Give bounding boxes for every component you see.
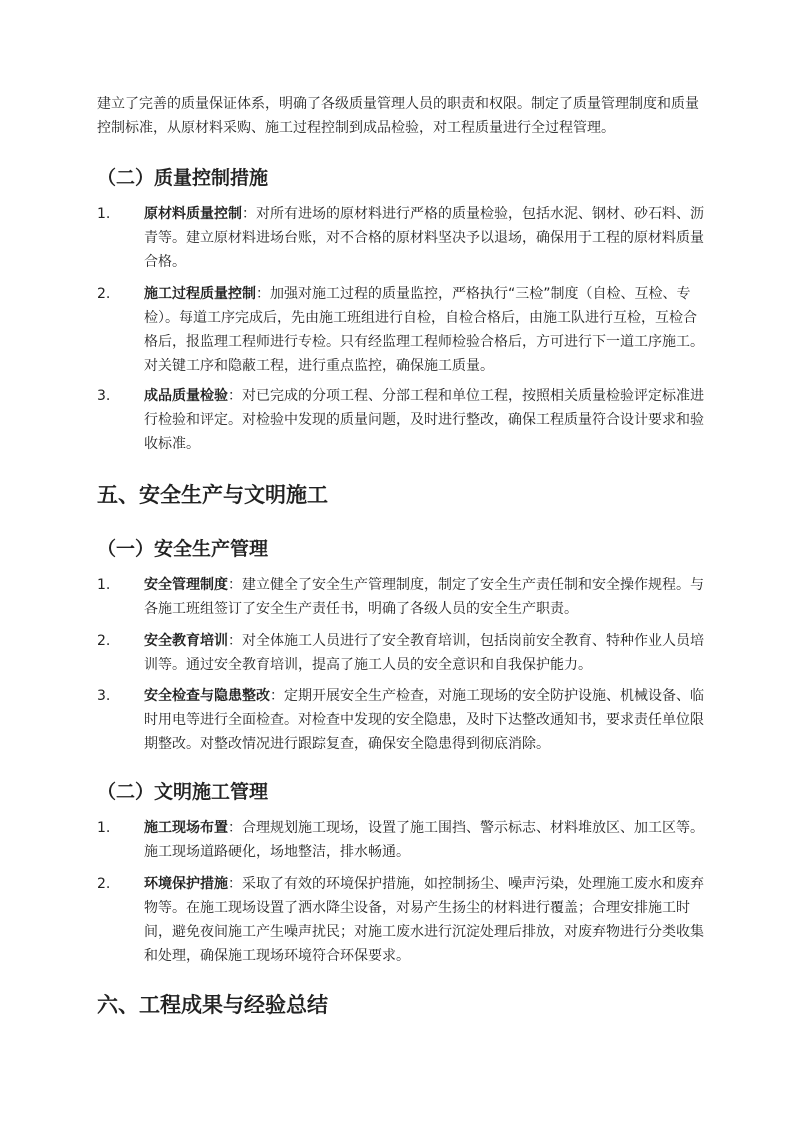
list-item: 3. 安全检查与隐患整改：定期开展安全生产检查，对施工现场的安全防护设施、机械设备、临时用电等进行全面检查。对检查中发现的安全隐患，及时下达整改通知书，要求责任单位限期整改。对整改情况进行跟踪复查，确保安全隐患得到彻底消除。	[97, 684, 707, 756]
item-label: 安全检查与隐患整改	[144, 688, 270, 704]
section5-heading: 五、安全生产与文明施工	[97, 483, 328, 507]
item-label: 施工现场布置	[144, 820, 228, 836]
item-text: 采取了有效的环境保护措施，如控制扬尘、噪声污染，处理施工废水和废弃物等。在施工现场设置了洒水降尘设备，对易产生扬尘的材料进行覆盖；合理安排施工时间，避免夜间施工产生噪声扰民；对施工废水进行沉淀处理后排放，对废弃物进行分类收集和处理，确保施工现场环境符合环保要求。	[144, 876, 704, 964]
item-label: 安全教育培训	[144, 633, 228, 649]
list-item: 1. 原材料质量控制：对所有进场的原材料进行严格的质量检验，包括水泥、钢材、砂石料、沥青等。建立原材料进场台账，对不合格的原材料坚决予以退场，确保用于工程的原材料质量合格。	[97, 202, 707, 274]
item-text: 对所有进场的原材料进行严格的质量检验，包括水泥、钢材、砂石料、沥青等。建立原材料进场台账，对不合格的原材料坚决予以退场，确保用于工程的原材料质量合格。	[144, 206, 704, 270]
list-number: 3.	[97, 388, 111, 404]
list-item: 1. 安全管理制度：建立健全了安全生产管理制度，制定了安全生产责任制和安全操作规程。与各施工班组签订了安全生产责任书，明确了各级人员的安全生产职责。	[97, 573, 707, 621]
list-number: 2.	[97, 633, 111, 649]
list-item: 1. 施工现场布置：合理规划施工现场，设置了施工围挡、警示标志、材料堆放区、加工区等。施工现场道路硬化，场地整洁，排水畅通。	[97, 816, 707, 864]
list-number: 3.	[97, 688, 111, 704]
item-label: 环境保护措施	[144, 876, 228, 892]
list-item: 3. 成品质量检验：对已完成的分项工程、分部工程和单位工程，按照相关质量检验评定标准进行检验和评定。对检验中发现的质量问题，及时进行整改，确保工程质量符合设计要求和验收标准。	[97, 384, 707, 456]
item-label: 施工过程质量控制	[144, 286, 256, 302]
list-item: 2. 安全教育培训：对全体施工人员进行了安全教育培训，包括岗前安全教育、特种作业人员培训等。通过安全教育培训，提高了施工人员的安全意识和自我保护能力。	[97, 629, 707, 677]
civil-construction-heading: （二）文明施工管理	[97, 781, 269, 803]
item-text: 合理规划施工现场，设置了施工围挡、警示标志、材料堆放区、加工区等。施工现场道路硬化，场地整洁，排水畅通。	[144, 820, 704, 860]
quality-control-heading: （二）质量控制措施	[97, 167, 269, 189]
item-text: 建立健全了安全生产管理制度，制定了安全生产责任制和安全操作规程。与各施工班组签订了安全生产责任书，明确了各级人员的安全生产职责。	[144, 577, 704, 617]
safety-heading: （一）安全生产管理	[97, 538, 269, 560]
list-item: 2. 环境保护措施：采取了有效的环境保护措施，如控制扬尘、噪声污染，处理施工废水和废弃物等。在施工现场设置了洒水降尘设备，对易产生扬尘的材料进行覆盖；合理安排施工时间，避免夜间施工产生噪声扰民；对施工废水进行沉淀处理后排放，对废弃物进行分类收集和处理，确保施工现场环境符合环保要求。	[97, 872, 707, 968]
list-number: 1.	[97, 206, 111, 222]
list-number: 2.	[97, 286, 111, 302]
list-number: 2.	[97, 876, 111, 892]
item-label: 原材料质量控制	[144, 206, 242, 222]
item-label: 安全管理制度	[144, 577, 228, 593]
section6-heading: 六、工程成果与经验总结	[97, 993, 328, 1017]
list-number: 1.	[97, 577, 111, 593]
item-label: 成品质量检验	[144, 388, 228, 404]
item-text: 对已完成的分项工程、分部工程和单位工程，按照相关质量检验评定标准进行检验和评定。对检验中发现的质量问题，及时进行整改，确保工程质量符合设计要求和验收标准。	[144, 388, 704, 452]
item-text: 加强对施工过程的质量监控，严格执行“三检”制度（自检、互检、专检）。每道工序完成后，先由施工班组进行自检，自检合格后，由施工队进行互检，互检合格后，报监理工程师进行专检。只有经监理工程师检验合格后，方可进行下一道工序施工。对关键工序和隐蔽工程，进行重点监控，确保施工质量。	[144, 286, 704, 374]
intro-paragraph: 建立了完善的质量保证体系，明确了各级质量管理人员的职责和权限。制定了质量管理制度和质量控制标准，从原材料采购、施工过程控制到成品检验，对工程质量进行全过程管理。	[97, 96, 699, 136]
list-number: 1.	[97, 820, 111, 836]
item-text: 对全体施工人员进行了安全教育培训，包括岗前安全教育、特种作业人员培训等。通过安全教育培训，提高了施工人员的安全意识和自我保护能力。	[144, 633, 704, 673]
list-item: 2. 施工过程质量控制：加强对施工过程的质量监控，严格执行“三检”制度（自检、互检、专检）。每道工序完成后，先由施工班组进行自检，自检合格后，由施工队进行互检，互检合格后，报监理工程师进行专检。只有经监理工程师检验合格后，方可进行下一道工序施工。对关键工序和隐蔽工程，进行重点监控，确保施工质量。	[97, 282, 707, 378]
item-text: 定期开展安全生产检查，对施工现场的安全防护设施、机械设备、临时用电等进行全面检查。对检查中发现的安全隐患，及时下达整改通知书，要求责任单位限期整改。对整改情况进行跟踪复查，确保安全隐患得到彻底消除。	[144, 688, 704, 752]
